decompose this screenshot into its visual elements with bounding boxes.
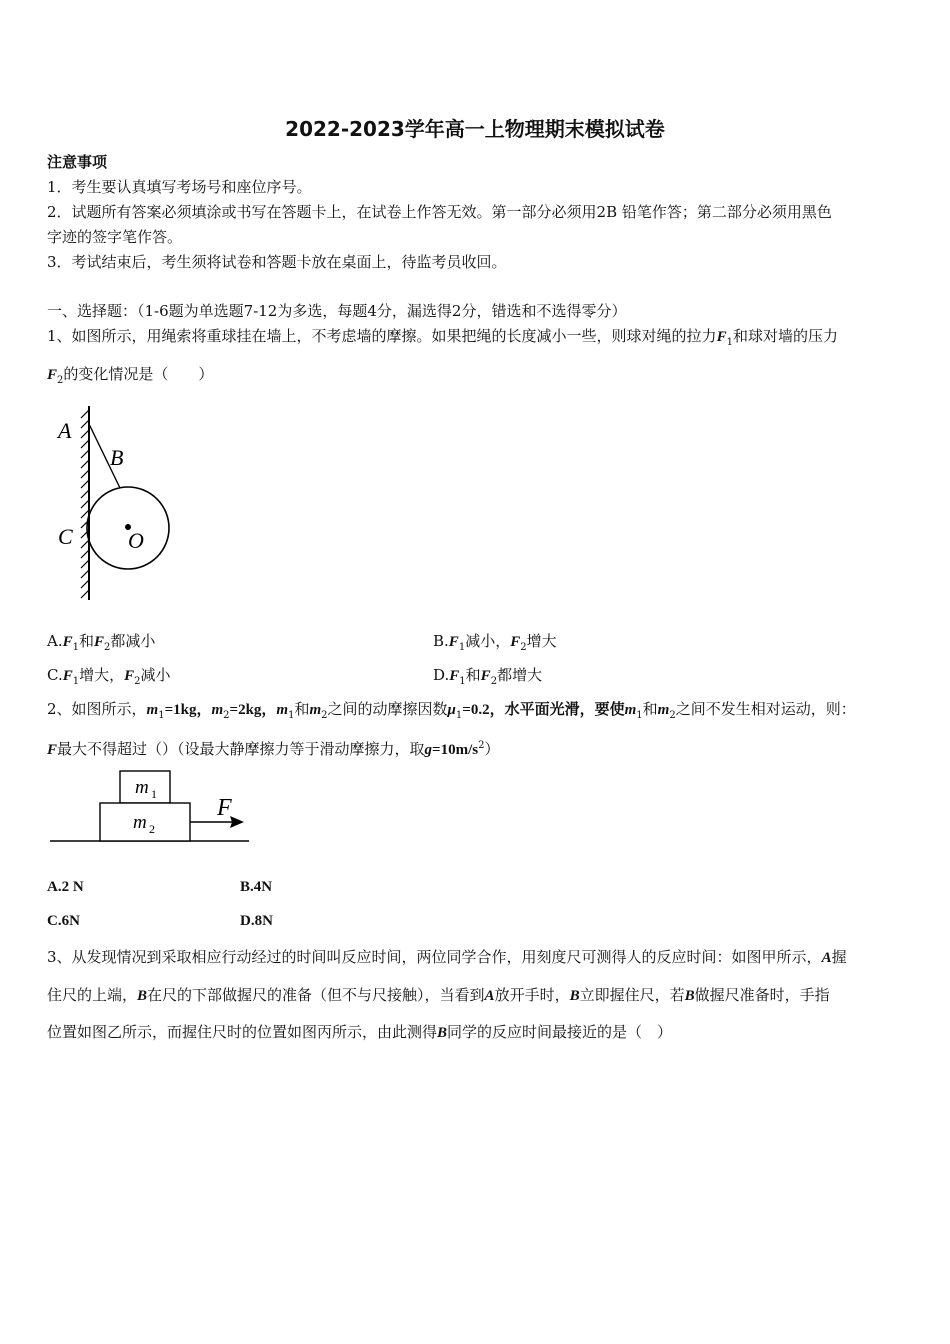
q2-m-symbol: m [657,702,670,718]
q1-option-d[interactable] [433,664,542,687]
q2-g-symbol: g [424,742,433,758]
label-c: C [58,524,73,549]
q1-stem-prefix: 1、如图所示，用绳索将重球挂在墙上，不考虑墙的摩擦。如果把绳的长度减小一些，则球对绳的拉力 [47,327,717,345]
option-f1: F [62,668,73,684]
q2-value: =1kg， [164,702,212,718]
q3-b-symbol: B [684,988,695,1004]
notice-item-1: 1．考生要认真填写考场号和座位序号。 [47,178,312,196]
q1-option-c[interactable] [47,664,171,687]
q1-f1-symbol: F [716,329,727,345]
block-m1-sub: 1 [151,787,157,801]
q2-value: =0.2，水平面光滑，要使 [462,702,625,718]
q2-f-symbol: F [47,742,58,758]
q2-text: 和 [294,700,310,718]
q2-sub: 1 [288,710,295,721]
q2-option-a[interactable]: A.2 N [47,879,84,895]
option-f1-sub: 1 [458,642,466,653]
page-title: 2022-2023学年高一上物理期末模拟试卷 [285,117,665,141]
q2-sub: 1 [636,710,643,721]
q3-b-symbol: B [137,988,148,1004]
option-f2: F [94,634,105,650]
block-m2-sub: 2 [149,822,155,836]
option-f1-sub: 1 [72,642,79,653]
q2-sub: 1 [158,710,165,721]
q2-stem-line1 [47,699,856,726]
q3-text: 做握尺准备时，手指 [694,986,830,1004]
option-f2-sub: 2 [104,642,111,653]
q3-b-symbol: B [437,1025,448,1041]
q3-text: 放开手时， [494,986,570,1004]
option-f1-sub: 1 [459,676,466,687]
q3-text: 立即握住尺，若 [579,986,685,1004]
q2-text: 最大不得超过（）（设最大静摩擦力等于滑动摩擦力，取 [57,740,425,758]
option-f2-sub: 2 [520,642,527,653]
q3-stem-line2 [47,985,830,1006]
option-mid: 和 [79,632,95,650]
q2-m-symbol: m [146,702,159,718]
q3-b-symbol: B [569,988,580,1004]
q1-f2-sub: 2 [57,375,64,386]
option-f2: F [124,668,135,684]
option-f2: F [510,634,521,650]
force-label: F [217,795,232,821]
notice-item-2: 2．试题所有答案必须填涂或书写在答题卡上，在试卷上作答无效。第一部分必须用2B 铅笔作答；第二部分必须用黑色 [47,203,832,221]
q1-stem-suffix: 的变化情况是（ ） [63,365,214,383]
q2-m-symbol: m [276,702,289,718]
q2-sub: 2 [321,710,328,721]
option-f2: F [480,668,491,684]
q2-sub: 2 [669,710,676,721]
q2-figure-blocks [45,765,260,850]
option-f1: F [449,668,460,684]
wall-hatching [81,410,89,598]
q1-figure-ball-on-wall [50,400,190,610]
q2-stem-line2 [47,736,499,760]
option-letter: B. [433,632,449,650]
q3-text: 在尺的下部做握尺的准备（但不与尺接触），当看到 [147,986,485,1004]
q1-option-a[interactable] [47,630,155,653]
notice-item-3: 3．考试结束后，考生须将试卷和答题卡放在桌面上，待监考员收回。 [47,253,507,271]
q2-mu-symbol: μ [447,702,456,718]
q2-m-symbol: m [211,702,224,718]
q1-stem-line1 [47,326,838,353]
q2-sub: 1 [455,710,463,721]
q2-sub: 2 [223,710,230,721]
q2-text: 之间的动摩擦因数 [327,700,448,718]
q1-stem-line2 [47,364,213,391]
option-mid: 和 [465,666,481,684]
option-f2-sub: 2 [134,676,141,687]
option-mid: 增大， [79,666,125,684]
section-heading: 一、选择题：（1-6题为单选题7-12为多选，每题4分，漏选得2分，错选和不选得零分） [47,302,627,320]
option-f2-sub: 2 [490,676,498,687]
q2-option-c[interactable]: C.6N [47,913,80,929]
q1-stem-and: 和球对墙的压力 [732,327,838,345]
q2-value: =2kg， [229,702,277,718]
label-a: A [58,418,72,443]
option-letter: C. [47,666,63,684]
option-end: 都减小 [110,632,156,650]
option-end: 都增大 [497,666,543,684]
q3-text: 住尺的上端， [47,986,138,1004]
q1-f2-symbol: F [47,367,58,383]
label-b: B [110,445,124,470]
q3-text: 握 [831,948,847,966]
q1-f1-sub: 1 [726,337,733,348]
q2-m-symbol: m [309,702,322,718]
q3-text: 3、从发现情况到采取相应行动经过的时间叫反应时间，两位同学合作，用刻度尺可测得人的反应时间：如图甲所示， [47,948,822,966]
option-f1-sub: 1 [72,676,80,687]
force-arrow-head [230,816,244,828]
q2-text: 2、如图所示， [47,700,147,718]
notice-item-2-cont: 字迹的签字笔作答。 [47,228,183,246]
q3-a-symbol: A [821,950,832,966]
label-o: O [128,528,144,553]
q2-option-b[interactable]: B.4N [240,879,273,895]
notice-heading: 注意事项 [47,153,108,171]
q3-a-symbol: A [484,988,495,1004]
option-f1: F [448,634,459,650]
option-end: 减小 [140,666,171,684]
q2-text: 之间不发生相对运动，则： [675,700,856,718]
option-letter: A. [47,632,63,650]
option-mid: 减小， [465,632,511,650]
q2-text: ） [484,740,500,758]
q3-text: 位置如图乙所示，而握住尺时的位置如图丙所示，由此测得 [47,1023,438,1041]
block-m2-label: m [133,812,147,833]
q1-option-b[interactable] [433,630,557,653]
option-f1: F [62,634,73,650]
option-letter: D. [433,666,450,684]
option-end: 增大 [526,632,557,650]
q2-exponent: 2 [478,740,485,751]
q2-option-d[interactable]: D.8N [240,913,273,929]
q3-stem-line3 [47,1022,672,1043]
q3-text: 同学的反应时间最接近的是（ ） [447,1023,673,1041]
q2-text: 和 [642,700,658,718]
q2-value: =10m/s [432,742,479,758]
block-m1-label: m [135,777,149,798]
q3-stem-line1 [47,947,847,968]
q2-m-symbol: m [624,702,637,718]
